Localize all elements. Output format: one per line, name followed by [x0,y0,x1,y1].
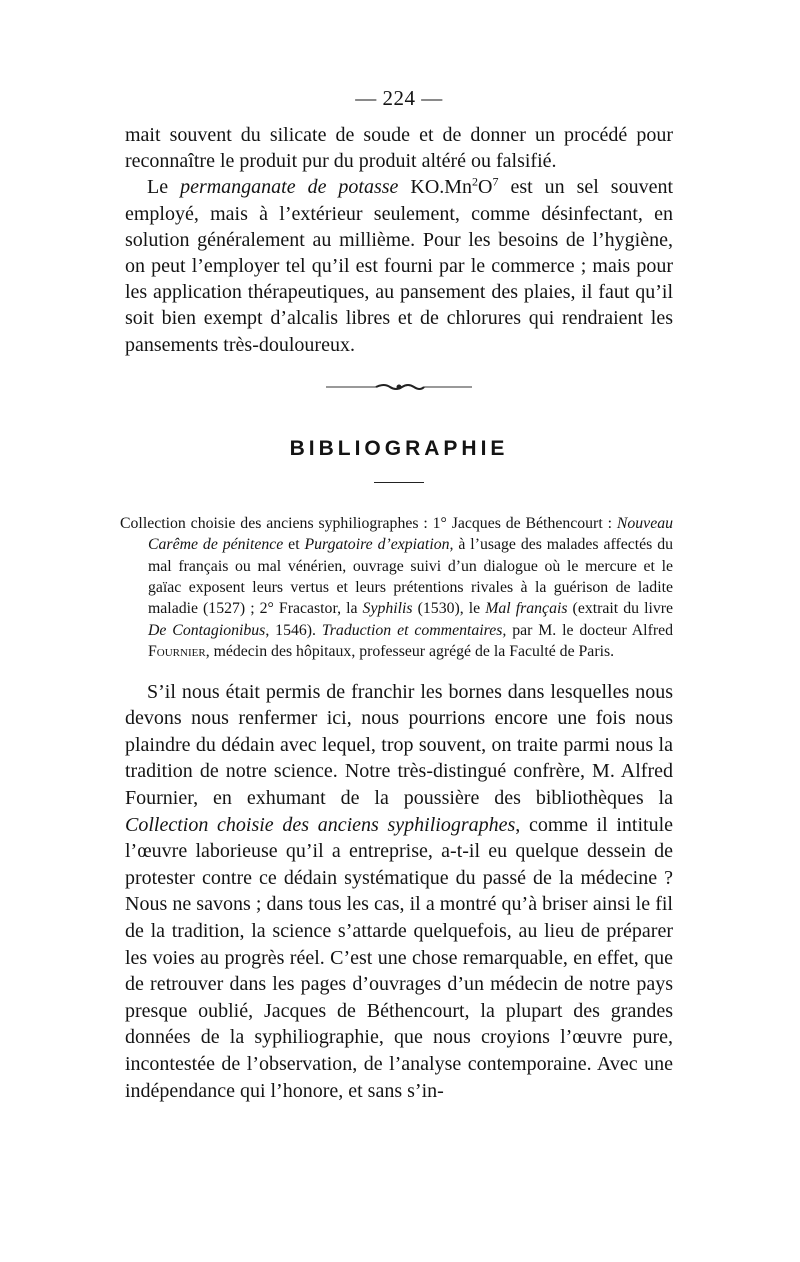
page-number: — 224 — [355,86,443,110]
paragraph-permanganate [125,174,673,357]
biblio-i5: De Contagionibus [148,621,266,639]
para2-lead: Le [147,176,181,199]
paragraph-continued-text: mait souvent du silicate de soude et de donner un procédé pour reconnaître le produit pur du produit altéré ou falsifié. [125,124,673,173]
para2-rest: est un sel souvent employé, mais à l’extérieur seulement, comme désinfectant, en solution généralement au millième. Pour les besoins de l’hygiène, on peut l’employer tel qu’il est fourni par le commerce ; mais pour les application thérapeutiques, au pansement des plaies, il faut qu’il soit bien exempt d’alcalis libres et de chlorures qui rendraient les pansements très-douloureux. [125,176,674,356]
biblio-s6: , 1546). [265,621,322,639]
para2-sup1: 2 [472,174,479,189]
biblio-s7: par M. le docteur Alfred [506,621,674,639]
biblio-i1: Nouveau Carême de pénitence [148,514,673,554]
section-title: BIBLIOGRAPHIE [289,436,509,460]
biblio-author: Fournier [148,643,206,661]
biblio-i3: Syphilis [362,600,413,618]
biblio-i4: Mal français [485,600,568,618]
title-rule [374,482,424,483]
para2-sup2: 7 [492,174,499,189]
review-body [125,679,673,1105]
para2-term: permanganate de potasse [180,176,399,199]
biblio-i2: Purgatoire d’expiation, [304,536,454,554]
biblio-s1: Collection choisie des anciens syphiliographes : 1° Jacques de Béthencourt : [120,514,617,532]
biblio-s2: et [283,536,305,554]
page [120,84,674,1124]
para2-formula: KO.Mn [398,176,473,199]
biblio-s4: (1530), le [412,600,486,618]
body-i1: Collection choisie des anciens syphiliographes [125,813,516,836]
body-t2: , comme il intitule l’œuvre laborieuse qu’il a entreprise, a-t-il eu quelque dessein de protester contre ce dédain systématique du passé de la médecine ? Nous ne savons ; dans tous les cas, il a montré qu’à briser ainsi le fil de la tradition, la science s’attarde quelquefois, au lieu de préparer les voies au progrès réel. C’est une chose remarquable, en effet, que de retrouver dans les pages d’ouvrages d’un médecin de notre pays presque oublié, Jacques de Béthencourt, la plupart des grandes données de la syphiliographie, que nous croyions l’œuvre pure, incontestée de l’observation, de l’analyse contemporaine. Avec une indépendance qui l’honore, et sans s’in- [125,813,674,1102]
biblio-s3: à l’usage des malades affectés du mal français ou mal vénérien, ouvrage suivi d’un dialogue où le mercure et le gaïac exposent leurs vertus et leurs prétentions rivales à la guérison de ladite maladie (1527) ; 2° Fracastor, la [148,536,673,618]
bibliography-entry [120,513,673,663]
biblio-i6: Traduction et commentaires, [321,621,507,639]
para2-formula2: O [478,176,493,199]
biblio-s5: (extrait du livre [567,600,674,618]
body-t1: S’il nous était permis de franchir les bornes dans lesquelles nous devons nous renfermer ici, nous pourrions encore une fois nous plaindre du dédain avec lequel, trop souvent, on traite parmi nous la tradition de notre science. Notre très-distingué confrère, M. Alfred Fournier, en exhumant de la poussière des bibliothèques la [125,680,673,810]
ornament-divider-icon [324,380,474,394]
paragraph-continued [125,122,673,174]
biblio-s8: , médecin des hôpitaux, professeur agrégé de la Faculté de Paris. [205,643,615,661]
